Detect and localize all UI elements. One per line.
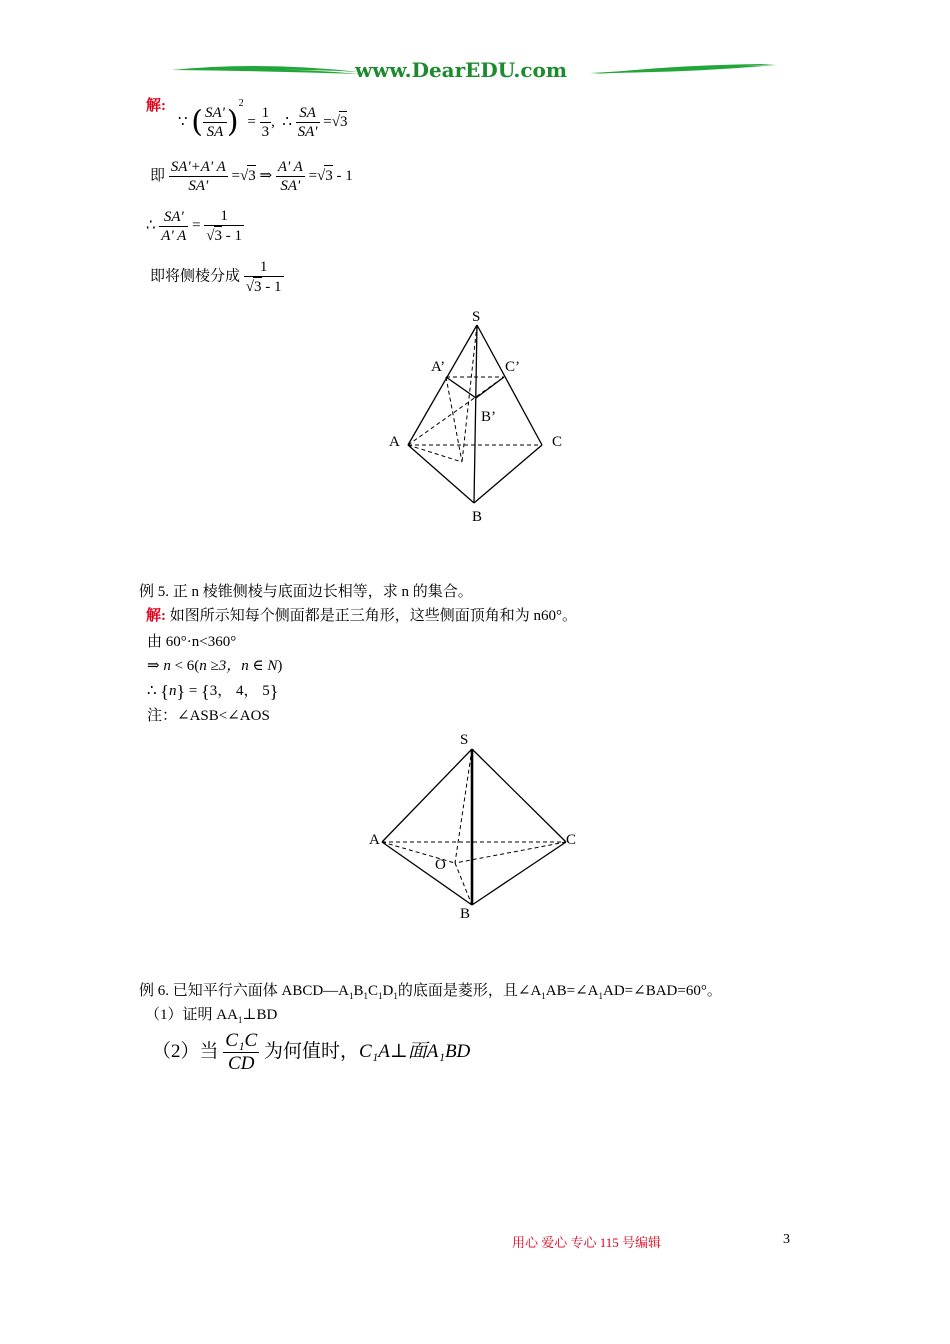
fig1-label-C-prime: C’	[505, 359, 520, 375]
example5-note: 注：∠ASB<∠AOS	[147, 708, 270, 724]
solution-eq-1: ∵ ( $\frac{SA'}{SA}$ )$^2$ = $\frac{1}{3}$ , ∴ $\frac{SA}{SA'}$ =√3	[178, 98, 348, 141]
example5-title: 例 5. 正 n 棱锥侧棱与底面边长相等，求 n 的集合。	[139, 584, 473, 600]
solution-eq-3: ∴ $\frac{SA'}{A' A}$ = $\frac{1}{√3 - 1}$	[146, 208, 243, 244]
fraction: $\frac{SA}{SA'}$	[297, 105, 318, 141]
example6-title: 例 6. 已知平行六面体 $ABCD—A_1B_1C_1D_1$的底面是菱形，且$\angle A_1AB=\angle A_1AD=\angle BAD=60^\circ$。	[139, 983, 722, 1001]
fig2-label-C: C	[566, 832, 577, 848]
fig1-label-B-prime: B’	[481, 409, 496, 425]
fig1-label-S: S	[472, 309, 481, 325]
footer-text: 用心 爱心 专心 115 号编辑	[512, 1235, 662, 1250]
header-site-name: www.DearEDU.com	[355, 58, 568, 82]
solution-label: 解:	[146, 608, 166, 624]
example6-question-1: （1）证明 $AA_1\perp BD$	[145, 1007, 278, 1025]
solution-line-1	[146, 96, 166, 116]
fig2-label-A: A	[369, 832, 380, 848]
pyramid-figure-1	[380, 305, 580, 530]
fig1-label-C: C	[552, 434, 563, 450]
fig1-label-B: B	[472, 509, 483, 525]
fig2-label-O: O	[435, 857, 446, 873]
header-banner	[170, 56, 780, 86]
fraction: $\frac{SA'+A' A}{SA'}$	[170, 159, 226, 194]
fig2-label-B: B	[460, 906, 471, 922]
example6-question-2: （2）当 $\frac{\text{C₁C}}{CD}$ 为何值时，C₁A⊥面A₁BD	[152, 1030, 471, 1074]
pyramid-figure-2	[370, 735, 590, 915]
solution-eq-4: 即将侧棱分成 $\frac{1}{√3 - 1}$	[150, 259, 282, 295]
fig1-label-A-prime: A’	[431, 359, 446, 375]
fraction: $\frac{SA'}{A' A}$	[161, 208, 187, 244]
fraction: $\frac{1}{3}$	[261, 105, 270, 141]
page-number: 3	[783, 1232, 790, 1247]
solution-label: 解:	[146, 98, 166, 114]
example5-solution-line: 解: 如图所示知每个侧面都是正三角形，这些侧面顶角和为 n60°。	[146, 608, 578, 624]
fraction: $\frac{A' A}{SA'}$	[277, 159, 303, 194]
fraction: $\frac{1}{√3 - 1}$	[245, 259, 282, 295]
solution-eq-2: 即 $\frac{SA'+A' A}{SA'}$ =√3 ⇒ $\frac{A' A}{SA'}$ =√3 - 1	[150, 159, 353, 194]
fraction: $\frac{\text{C₁C}}{CD}$	[225, 1030, 258, 1074]
example5-line2: 由 60°·n<360°	[147, 634, 237, 650]
example5-line4: ∴ {n} = {3， 4， 5}	[147, 681, 279, 702]
fig1-label-A: A	[389, 434, 400, 450]
fraction: $\frac{SA'}{SA}$	[205, 105, 225, 141]
fig2-label-S: S	[460, 732, 469, 748]
fraction: $\frac{1}{√3 - 1}$	[206, 208, 243, 244]
example5-line3: ⇒ n < 6(n ≥3，n ∈ N)	[147, 658, 283, 674]
